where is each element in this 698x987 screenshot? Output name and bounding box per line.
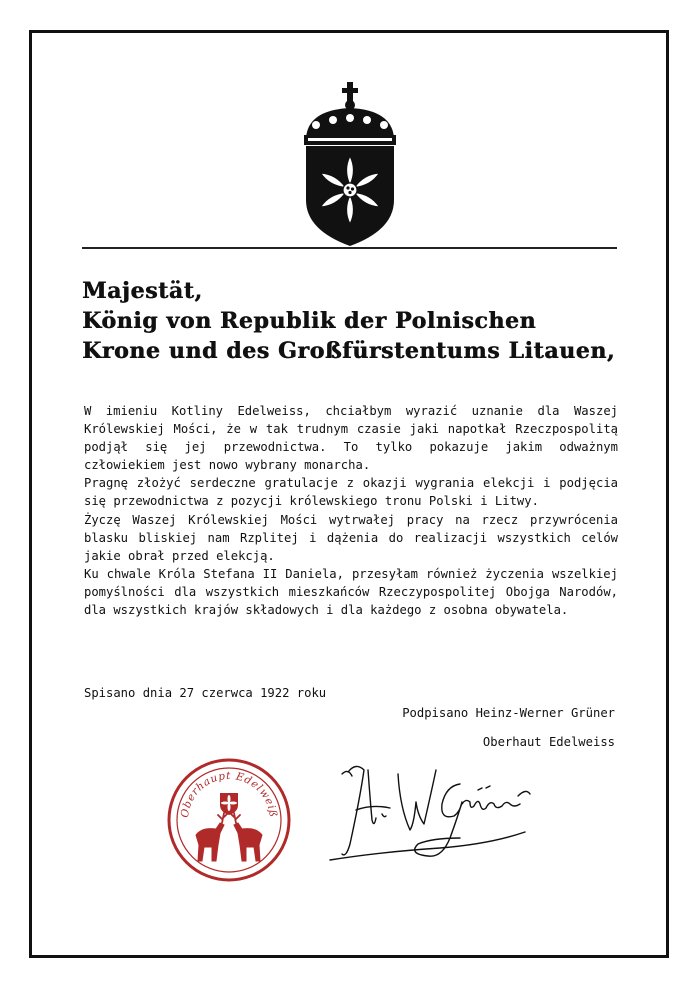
- body-paragraph-1: W imieniu Kotliny Edelweiss, chciałbym wyrazić uznanie dla Waszej Królewskiej Mości, że w tak trudnym czasie jaki napotkał Rzeczpospolitą podjął się jej przewodnictwa. To tylko pokazuje jakim odważnym człowiekiem jest nowo wybrany monarcha.: [84, 404, 618, 473]
- body-paragraph-3: Życzę Waszej Królewskiej Mości wytrwałej pracy na rzecz przywrócenia blasku bliskiej nam Rzplitej i dążenia do realizacji wszystkich celów jakie obrał przed elekcją.: [84, 512, 618, 563]
- coat-of-arms-edelweiss: [298, 80, 402, 248]
- svg-text:Oberhaupt Edelweiß: Oberhaupt Edelweiß: [178, 769, 280, 819]
- signed-by-line: Podpisano Heinz-Werner Grüner: [402, 706, 615, 720]
- salutation-line-1: Majestät,: [82, 278, 203, 304]
- body-paragraph-2: Pragnę złożyć serdeczne gratulacje z okazji wygrania elekcji i podjęcia się przewodnictwa z pozycji królewskiego tronu Polski i Litwy.: [84, 476, 618, 509]
- salutation-heading: [82, 276, 642, 366]
- handwritten-signature: [320, 758, 535, 873]
- signer-title: Oberhaut Edelweiss: [482, 735, 615, 749]
- red-seal-stamp: [166, 757, 292, 883]
- body-paragraph-4: Ku chwale Króla Stefana II Daniela, przesyłam również życzenia wszelkiej pomyślności dla wszystkich mieszkańców Rzeczypospolitej Obojga Narodów, dla wszystkich krajów składowych i dla każdego z osobna obywatela.: [84, 566, 618, 618]
- header-divider: [82, 247, 617, 249]
- date-line: Spisano dnia 27 czerwca 1922 roku: [84, 686, 327, 700]
- letter-body: [84, 402, 618, 619]
- salutation-line-3: Krone und des Großfürstentums Litauen,: [82, 338, 616, 364]
- salutation-line-2: König von Republik der Polnischen: [82, 308, 537, 334]
